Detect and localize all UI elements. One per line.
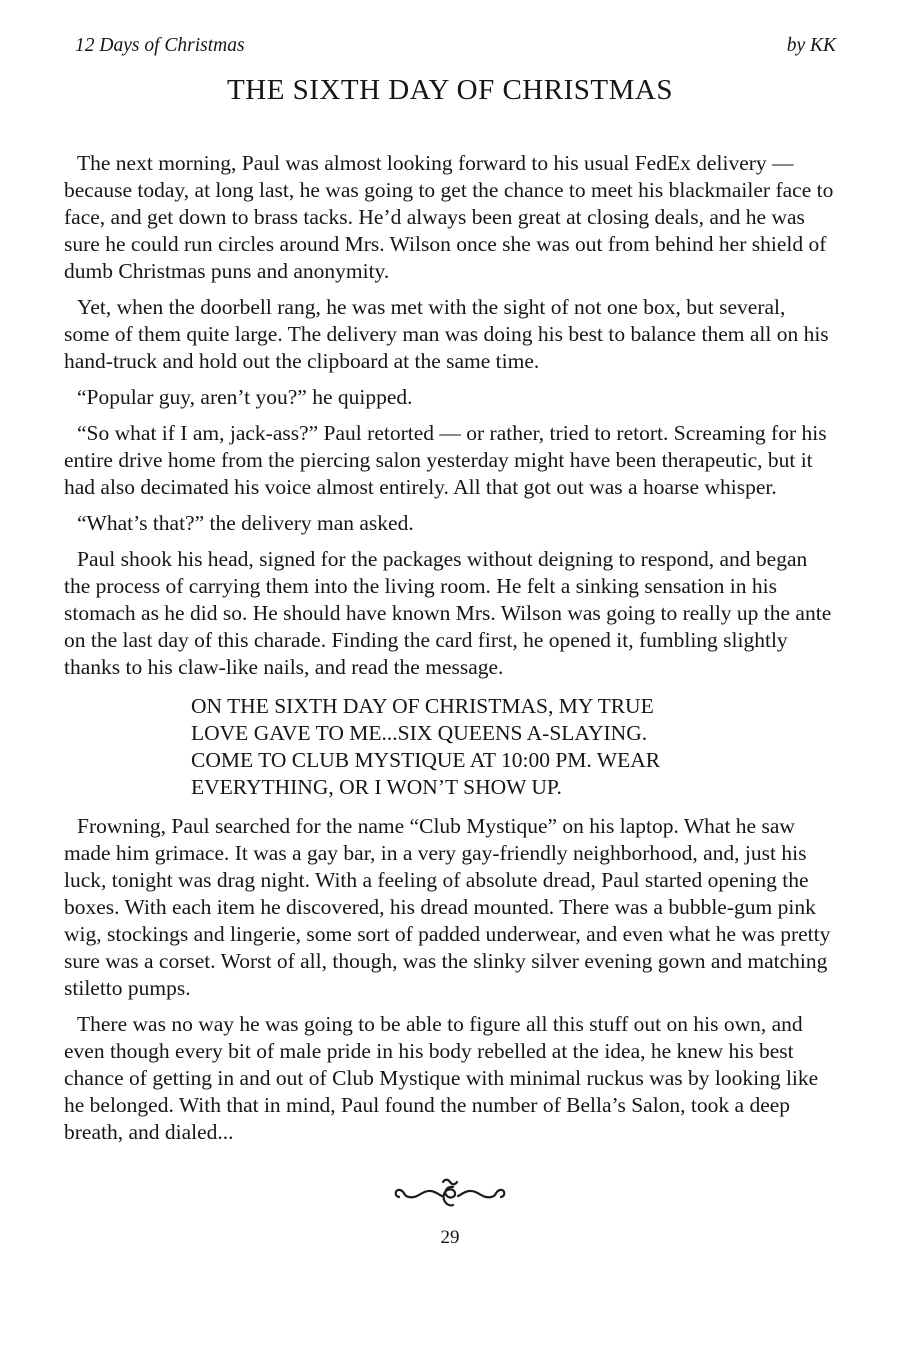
story-paragraph: Frowning, Paul searched for the name “Club Mystique” on his laptop. What he saw made him grimace. It was a gay bar, in a very gay-friendly neighborhood, and, just his luck, tonight was drag night. With a feeling of absolute dread, Paul started opening the boxes. With each item he discovered, his dread mounted. There was a bubble-gum pink wig, stockings and lingerie, some sort of padded underwear, and even what he was pretty sure was a corset. Worst of all, though, was the slinky silver evening gown and matching stiletto pumps. [64, 814, 831, 1000]
card-message-line: COME TO CLUB MYSTIQUE AT 10:00 PM. WEAR [191, 748, 661, 772]
flourish-icon [388, 1174, 512, 1210]
card-message-line: EVERYTHING, OR I WON’T SHOW UP. [191, 775, 562, 799]
card-message-line: LOVE GAVE TO ME...SIX QUEENS A-SLAYING. [191, 721, 648, 745]
page-number: 29 [440, 1227, 460, 1248]
running-header-book-title: 12 Days of Christmas [75, 35, 245, 56]
running-header-author: by KK [786, 35, 836, 56]
story-paragraph: There was no way he was going to be able to figure all this stuff out on his own, and even though every bit of male pride in his body rebelled at the idea, he knew his best chance of getting in and out of Club Mystique with minimal ruckus was by looking like he belonged. With that in mind, Paul found the number of Bella’s Salon, took a deep breath, and dialed... [64, 1012, 819, 1144]
running-header [64, 34, 836, 58]
chapter-title: THE SIXTH DAY OF CHRISTMAS [227, 74, 673, 106]
story-paragraph: Paul shook his head, signed for the packages without deigning to respond, and began the process of carrying them into the living room. He felt a sinking sensation in his stomach as he did so. He should have known Mrs. Wilson was going to really up the ante on the last day of this charade. Finding the card first, he opened it, fumbling slightly thanks to his claw-like nails, and read the message. [64, 547, 832, 679]
card-message-line: ON THE SIXTH DAY OF CHRISTMAS, MY TRUE [191, 694, 654, 718]
story-paragraph: Yet, when the doorbell rang, he was met with the sight of not one box, but several, some of them quite large. The delivery man was doing his best to balance them all on his hand-truck and hold out the clipboard at the same time. [64, 295, 829, 373]
story-body [64, 150, 836, 1146]
page-footer [64, 1174, 836, 1251]
story-paragraph: The next morning, Paul was almost looking forward to his usual FedEx delivery — because today, at long last, he was going to get the chance to meet his blackmailer face to face, and get down to brass tacks. He’d always been great at closing deals, and he was sure he could run circles around Mrs. Wilson once she was out from behind her shield of dumb Christmas puns and anonymity. [64, 151, 834, 283]
card-message-block [191, 693, 836, 801]
story-paragraph: “So what if I am, jack-ass?” Paul retorted — or rather, tried to retort. Screaming for his entire drive home from the piercing salon yesterday might have been therapeutic, but it had also decimated his voice almost entirely. All that got out was a hoarse whisper. [64, 421, 827, 499]
story-paragraph: “Popular guy, aren’t you?” he quipped. [77, 385, 413, 409]
story-paragraph: “What’s that?” the delivery man asked. [77, 511, 414, 535]
